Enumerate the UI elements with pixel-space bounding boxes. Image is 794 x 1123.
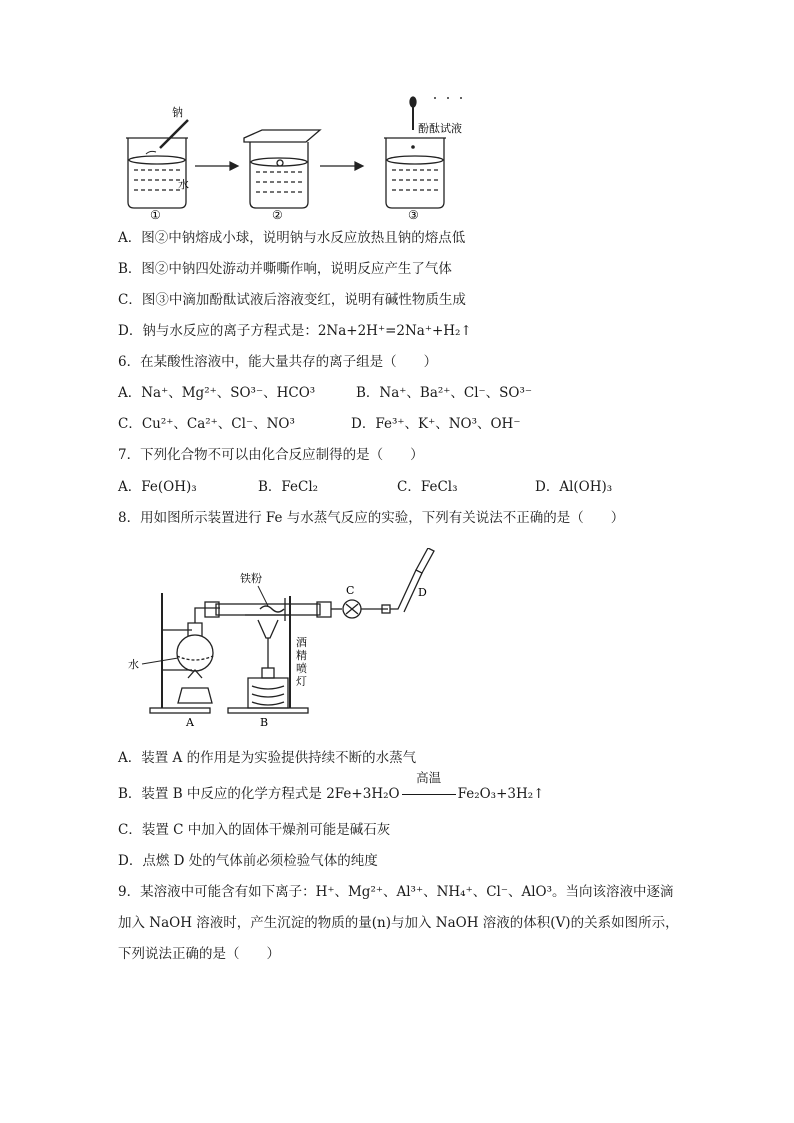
q7-option-c: C．FeCl₃ [397,479,458,495]
arrow-1 [195,162,238,170]
stand-a [150,593,220,713]
label-a: A [186,716,194,728]
q7-option-a: A．Fe(OH)₃ [118,479,197,495]
q8-option-a: A．装置 A 的作用是为实验提供持续不断的水蒸气 [118,750,417,766]
drying-tube-c [331,600,390,618]
beaker-2 [244,130,320,208]
q5-option-a: A．图②中钠熔成小球，说明钠与水反应放热且钠的熔点低 [118,230,466,246]
q8-option-b [118,770,545,804]
tube-d [390,548,434,612]
q9-line-1: 9．某溶液中可能含有如下离子：H⁺、Mg²⁺、Al³⁺、NH₄⁺、Cl⁻、AlO³。当向该溶液中逐滴 [118,884,674,900]
q6-stem: 6．在某酸性溶液中，能大量共存的离子组是（ ） [118,354,438,370]
label-lamp-2: 精 [296,649,307,662]
label-2: ② [272,208,283,220]
q8-option-c: C．装置 C 中加入的固体干燥剂可能是碱石灰 [118,822,391,838]
q6-option-b: B．Na⁺、Ba²⁺、Cl⁻、SO³⁻ [356,385,533,401]
q6-option-d: D．Fe³⁺、K⁺、NO³、OH⁻ [351,416,521,432]
q7-option-d: D．Al(OH)₃ [535,479,613,495]
q8-option-d: D．点燃 D 处的气体前必须检验气体的纯度 [118,853,378,869]
sodium-water-figure [120,92,480,220]
q8-option-b-suffix: Fe₂O₃+3H₂↑ [457,786,545,802]
q5-option-c: C．图③中滴加酚酞试液后溶液变红，说明有碱性物质生成 [118,292,466,308]
reaction-tube [205,598,331,621]
label-d: D [418,586,427,599]
label-water-b: 水 [128,658,139,671]
label-3: ③ [408,208,419,220]
q7-stem: 7．下列化合物不可以由化合反应制得的是（ ） [118,447,424,463]
iron-steam-apparatus-figure [120,548,440,728]
q7-option-b: B．FeCl₂ [258,479,319,495]
q6-option-a: A．Na⁺、Mg²⁺、SO³⁻、HCO³ [118,385,316,401]
label-na: 钠 [172,106,183,119]
q8-option-b-prefix: B．装置 B 中反应的化学方程式是 2Fe+3H₂O [118,786,400,802]
arrow-2 [320,162,363,170]
q5-option-d: D．钠与水反应的离子方程式是：2Na+2H⁺=2Na⁺+H₂↑ [118,323,472,339]
q6-option-c: C．Cu²⁺、Ca²⁺、Cl⁻、NO³ [118,416,295,432]
q9-line-2: 加入 NaOH 溶液时，产生沉淀的物质的量(n)与加入 NaOH 溶液的体积(V)的关系如图所示， [118,915,679,931]
q5-option-b: B．图②中钠四处游动并嘶嘶作响，说明反应产生了气体 [118,261,452,277]
label-reagent: 酚酞试液 [418,122,462,135]
beaker-1 [126,120,188,208]
label-lamp-4: 灯 [296,675,307,688]
label-iron-powder: 铁粉 [240,572,262,585]
label-1: ① [150,208,161,220]
label-lamp-3: 喷 [296,662,307,675]
q8-stem: 8．用如图所示装置进行 Fe 与水蒸气反应的实验，下列有关说法不正确的是（ ） [118,510,625,526]
label-water: 水 [178,178,189,191]
label-lamp-1: 酒 [296,636,307,649]
label-b: B [260,716,269,728]
reaction-condition [400,770,458,804]
label-c: C [346,584,355,597]
beaker-3 [384,97,446,208]
condition-high-temp: 高温 [416,770,442,785]
q9-line-3: 下列说法正确的是（ ） [118,946,280,962]
